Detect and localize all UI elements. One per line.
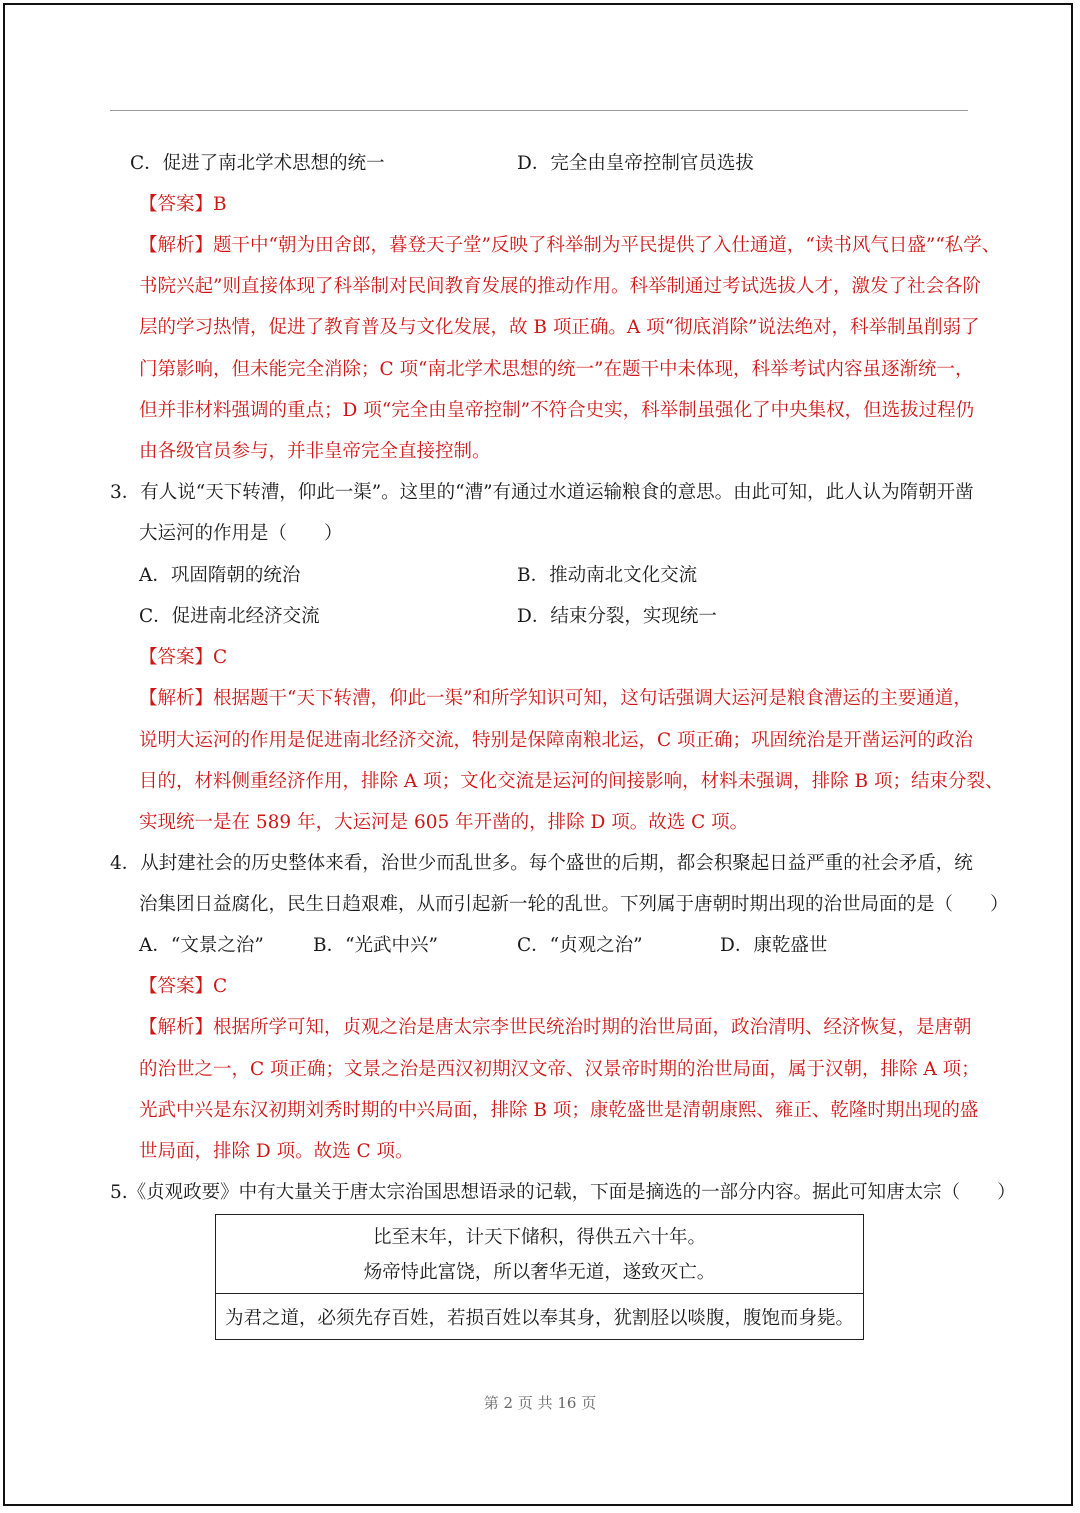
q2-answer: 【答案】B xyxy=(139,194,227,215)
q2-option-c: C．促进了南北学术思想的统一 xyxy=(130,153,385,174)
q4-analysis-line: 光武中兴是东汉初期刘秀时期的中兴局面，排除 B 项；康乾盛世是清朝康熙、雍正、乾隆时期出现的盛 xyxy=(139,1100,979,1121)
q3-analysis-line: 说明大运河的作用是促进南北经济交流，特别是保障南粮北运，C 项正确；巩固统治是开凿运河的政治 xyxy=(139,730,974,751)
q3-stem-line: 大运河的作用是（ ） xyxy=(139,523,343,544)
quote-table xyxy=(215,1214,864,1340)
q3-option-a: A．巩固隋朝的统治 xyxy=(139,565,301,586)
q3-option-d: D．结束分裂，实现统一 xyxy=(517,606,717,627)
q3-option-c: C．促进南北经济交流 xyxy=(139,606,320,627)
q2-analysis-line: 由各级官员参与，并非皇帝完全直接控制。 xyxy=(139,441,491,462)
q3-analysis-line: 实现统一是在 589 年，大运河是 605 年开凿的，排除 D 项。故选 C 项。 xyxy=(139,812,749,833)
header-rule xyxy=(110,110,968,111)
quote-line: 炀帝恃此富饶，所以奢华无道，遂致灭亡。 xyxy=(363,1262,716,1283)
q2-analysis-line: 但并非材料强调的重点；D 项“完全由皇帝控制”不符合史实，科举制虽强化了中央集权，但选拔过程仍 xyxy=(139,400,975,421)
q4-option-d: D．康乾盛世 xyxy=(720,935,828,956)
q3-answer: 【答案】C xyxy=(139,647,228,668)
q3-stem-line: 3．有人说“天下转漕，仰此一渠”。这里的“漕”有通过水道运输粮食的意思。由此可知，此人认为隋朝开凿 xyxy=(110,482,974,503)
q4-option-a: A．“文景之治” xyxy=(139,935,264,956)
q2-analysis-line: 【解析】题干中“朝为田舍郎，暮登天子堂”反映了科举制为平民提供了入仕通道，“读书风气日盛”“私学、 xyxy=(139,235,1001,256)
q4-answer: 【答案】C xyxy=(139,976,228,997)
page-number: 第 2 页 共 16 页 xyxy=(483,1394,597,1412)
q2-analysis-line: 书院兴起”则直接体现了科举制对民间教育发展的推动作用。科举制通过考试选拔人才，激发了社会各阶 xyxy=(139,276,981,297)
quote-line: 比至末年，计天下储积，得供五六十年。 xyxy=(372,1227,706,1248)
q3-analysis-line: 【解析】根据题干“天下转漕，仰此一渠”和所学知识可知，这句话强调大运河是粮食漕运的主要通道， xyxy=(139,688,972,709)
quote-row xyxy=(216,1215,863,1294)
q4-analysis-line: 的治世之一，C 项正确；文景之治是西汉初期汉文帝、汉景帝时期的治世局面，属于汉朝，排除 A 项； xyxy=(139,1059,980,1080)
q2-analysis-line: 门第影响，但未能完全消除；C 项“南北学术思想的统一”在题干中未体现，科举考试内容虽逐渐统一， xyxy=(139,359,974,380)
q2-analysis-line: 层的学习热情，促进了教育普及与文化发展，故 B 项正确。A 项“彻底消除”说法绝对，科举制虽削弱了 xyxy=(139,317,980,338)
quote-line: 为君之道，必须先存百姓，若损百姓以奉其身，犹割胫以啖腹，腹饱而身毙。 xyxy=(224,1308,854,1329)
q4-analysis-line: 世局面，排除 D 项。故选 C 项。 xyxy=(139,1141,414,1162)
q3-option-b: B．推动南北文化交流 xyxy=(517,565,698,586)
q4-analysis-line: 【解析】根据所学可知，贞观之治是唐太宗李世民统治时期的治世局面，政治清明、经济恢复，是唐朝 xyxy=(139,1017,972,1038)
q3-analysis-line: 目的，材料侧重经济作用，排除 A 项；文化交流是运河的间接影响，材料未强调，排除 B 项；结束分裂、 xyxy=(139,771,1004,792)
q4-stem-line: 治集团日益腐化，民生日趋艰难，从而引起新一轮的乱世。下列属于唐朝时期出现的治世局面的是（ ） xyxy=(139,894,1009,915)
q4-stem-line: 4．从封建社会的历史整体来看，治世少而乱世多。每个盛世的后期，都会积聚起日益严重的社会矛盾，统 xyxy=(110,853,973,874)
q4-option-b: B．“光武中兴” xyxy=(313,935,439,956)
q5-stem: 5.《贞观政要》中有大量关于唐太宗治国思想语录的记载，下面是摘选的一部分内容。据此可知唐太宗（ ） xyxy=(110,1182,1016,1203)
q2-option-d: D．完全由皇帝控制官员选拔 xyxy=(517,153,754,174)
q4-option-c: C．“贞观之治” xyxy=(517,935,643,956)
